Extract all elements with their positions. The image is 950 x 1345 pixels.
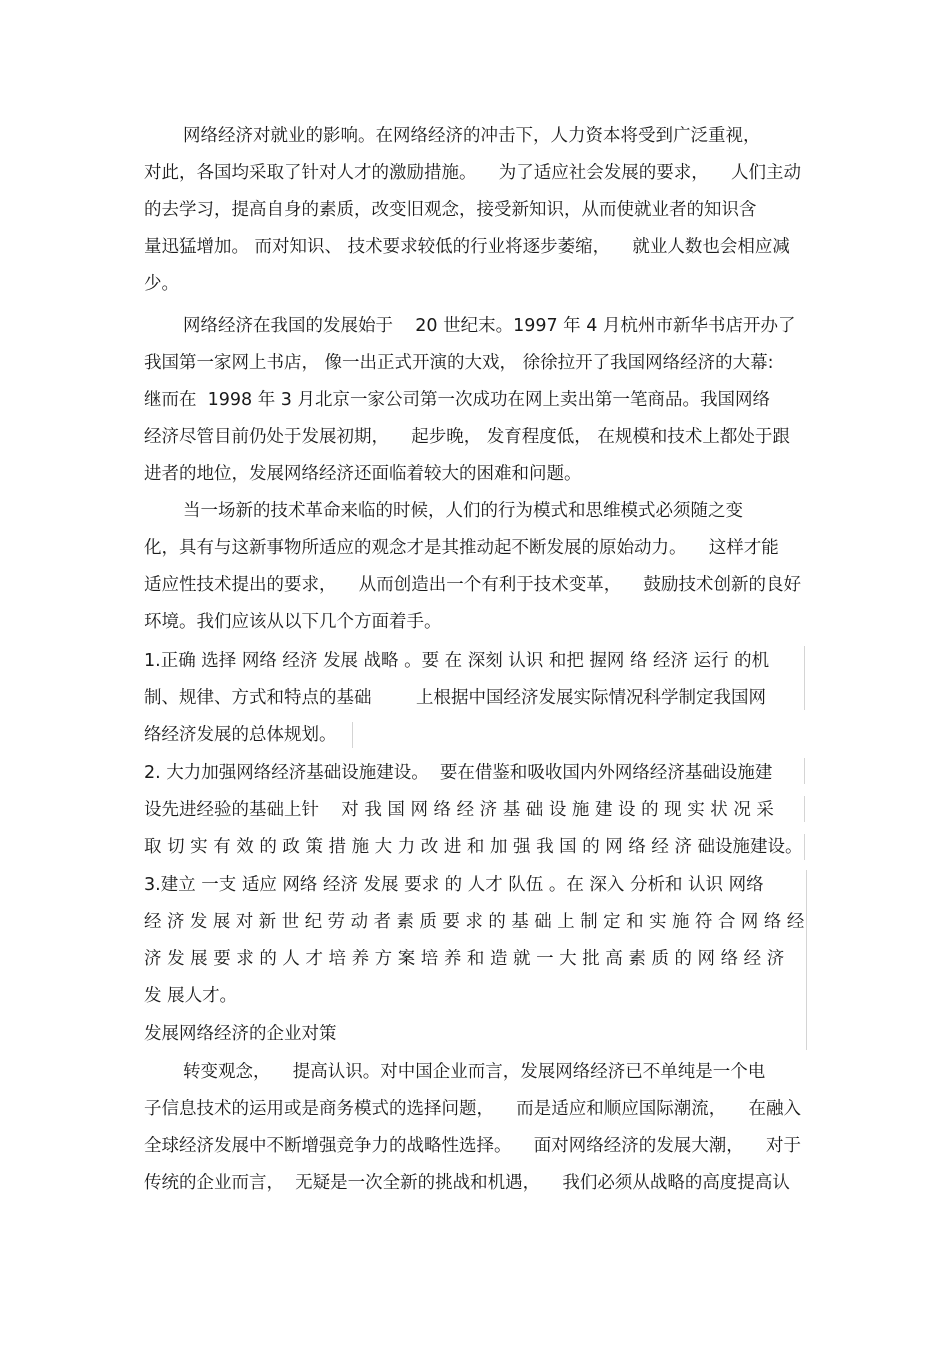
text-line: 络经济发展的总体规划。 <box>144 725 337 745</box>
text-line: 网络经济对就业的影响。在网络经济的冲击下，人力资本将受到广泛重视， <box>183 126 761 146</box>
text-line: 适应性技术提出的要求， 从而创造出一个有利于技术变革， 鼓励技术创新的良好 <box>144 575 801 595</box>
text-line: 转变观念， 提高认识。对中国企业而言，发展网络经济已不单纯是一个电 <box>183 1062 766 1082</box>
text-line: 我国第一家网上书店， 像一出正式开演的大戏， 徐徐拉开了我国网络经济的大幕: <box>144 353 774 373</box>
border-line <box>806 870 807 1050</box>
text-line: 当一场新的技术革命来临的时候，人们的行为模式和思维模式必须随之变 <box>183 501 743 521</box>
text-line: 网络经济在我国的发展始于 20 世纪末。1997 年 4 月杭州市新华书店开办了 <box>183 316 796 336</box>
border-line <box>804 646 805 684</box>
border-line <box>352 722 353 748</box>
text-line: 取 切 实 有 效 的 政 策 措 施 大 力 改 进 和 加 强 我 国 的 网 络 经 济 础设施建设。 <box>144 837 803 857</box>
text-line: 经济尽管目前仍处于发展初期， 起步晚， 发育程度低， 在规模和技术上都处于跟 <box>144 427 790 447</box>
text-line: 制、规律、方式和特点的基础 上根据中国经济发展实际情况科学制定我国网 <box>144 688 766 708</box>
text-line: 全球经济发展中不断增强竞争力的战略性选择。 面对网络经济的发展大潮， 对于 <box>144 1136 801 1156</box>
text-line: 进者的地位，发展网络经济还面临着较大的困难和问题。 <box>144 464 582 484</box>
border-line <box>804 834 805 860</box>
text-line: 传统的企业而言， 无疑是一次全新的挑战和机遇， 我们必须从战略的高度提高认 <box>144 1173 790 1193</box>
text-line: 对此，各国均采取了针对人才的激励措施。 为了适应社会发展的要求， 人们主动 <box>144 163 801 183</box>
border-line <box>804 796 805 822</box>
text-line: 经 济 发 展 对 新 世 纪 劳 动 者 素 质 要 求 的 基 础 上 制 定 和 实 施 符 合 网 络 经 <box>144 912 805 932</box>
section-heading: 发展网络经济的企业对策 <box>144 1024 337 1044</box>
text-line: 3.建立 一支 适应 网络 经济 发展 要求 的 人才 队伍 。在 深入 分析和 认识 网络 <box>144 875 764 895</box>
text-line: 的去学习，提高自身的素质，改变旧观念，接受新知识，从而使就业者的知识含 <box>144 200 757 220</box>
text-line: 子信息技术的运用或是商务模式的选择问题， 而是适应和顺应国际潮流， 在融入 <box>144 1099 801 1119</box>
text-line: 济 发 展 要 求 的 人 才 培 养 方 案 培 养 和 造 就 一 大 批 高 素 质 的 网 络 经 济 <box>144 949 785 969</box>
text-line: 2. 大力加强网络经济基础设施建设。 要在借鉴和吸收国内外网络经济基础设施建 <box>144 763 773 783</box>
text-line: 少。 <box>144 274 179 294</box>
text-line: 环境。我们应该从以下几个方面着手。 <box>144 612 442 632</box>
text-line: 设先进经验的基础上针 对 我 国 网 络 经 济 基 础 设 施 建 设 的 现 实 状 况 采 <box>144 800 774 820</box>
text-line: 量迅猛增加。 而对知识、 技术要求较低的行业将逐步萎缩， 就业人数也会相应减 <box>144 237 790 257</box>
border-line <box>804 684 805 710</box>
border-line <box>804 758 805 784</box>
text-line: 1.正确 选择 网络 经济 发展 战略 。要 在 深刻 认识 和把 握网 络 经济 运行 的机 <box>144 651 770 671</box>
text-line: 继而在 1998 年 3 月北京一家公司第一次成功在网上卖出第一笔商品。我国网络 <box>144 390 770 410</box>
text-line: 发 展人才。 <box>144 986 238 1006</box>
text-line: 化，具有与这新事物所适应的观念才是其推动起不断发展的原始动力。 这样才能 <box>144 538 779 558</box>
